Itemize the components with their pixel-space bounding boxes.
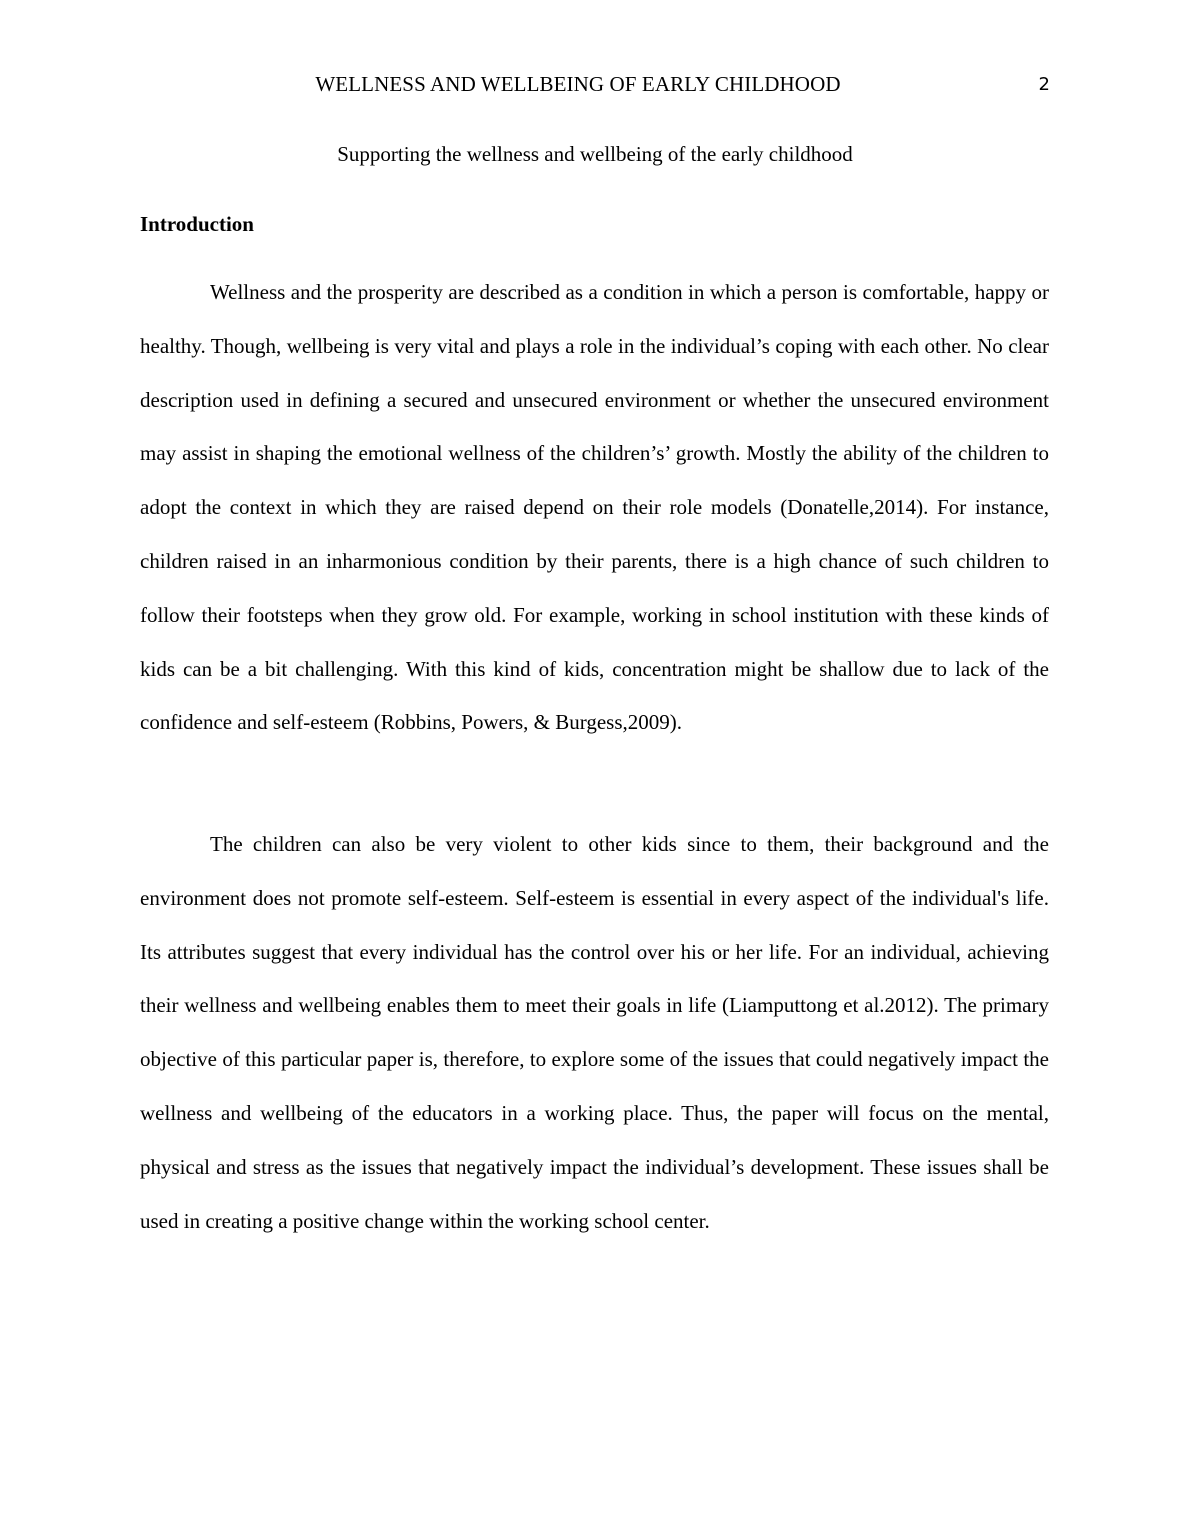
document-title: Supporting the wellness and wellbeing of the early childhood <box>337 142 853 166</box>
running-header-title: WELLNESS AND WELLBEING OF EARLY CHILDHOOD <box>315 72 841 96</box>
body-paragraph-1: Wellness and the prosperity are described as a condition in which a person is comfortable, happy or healthy. Though, wellbeing is very vital and plays a role in the individual’s coping with each other. No clear description used in defining a secured and unsecured environment or whether the unsecured environment may assist in shaping the emotional wellness of the children’s’ growth. Mostly the ability of the children to adopt the context in which they are raised depend on their role models (Donatelle,2014). For instance, children raised in an inharmonious condition by their parents, there is a high chance of such children to follow their footsteps when they grow old. For example, working in school institution with these kinds of kids can be a bit challenging. With this kind of kids, concentration might be shallow due to lack of the confidence and self-esteem (Robbins, Powers, & Burgess,2009). <box>140 280 1049 735</box>
page-number: 2 <box>1038 74 1050 95</box>
body-paragraph-2: The children can also be very violent to other kids since to them, their background and the environment does not promote self-esteem. Self-esteem is essential in every aspect of the individual's life. Its attributes suggest that every individual has the control over his or her life. For an individual, achieving their wellness and wellbeing enables them to meet their goals in life (Liamputtong et al.2012). The primary objective of this particular paper is, therefore, to explore some of the issues that could negatively impact the wellness and wellbeing of the educators in a working place. Thus, the paper will focus on the mental, physical and stress as the issues that negatively impact the individual’s development. These issues shall be used in creating a positive change within the working school center. <box>140 832 1049 1233</box>
section-heading-introduction: Introduction <box>140 212 254 236</box>
running-header <box>140 70 1050 100</box>
